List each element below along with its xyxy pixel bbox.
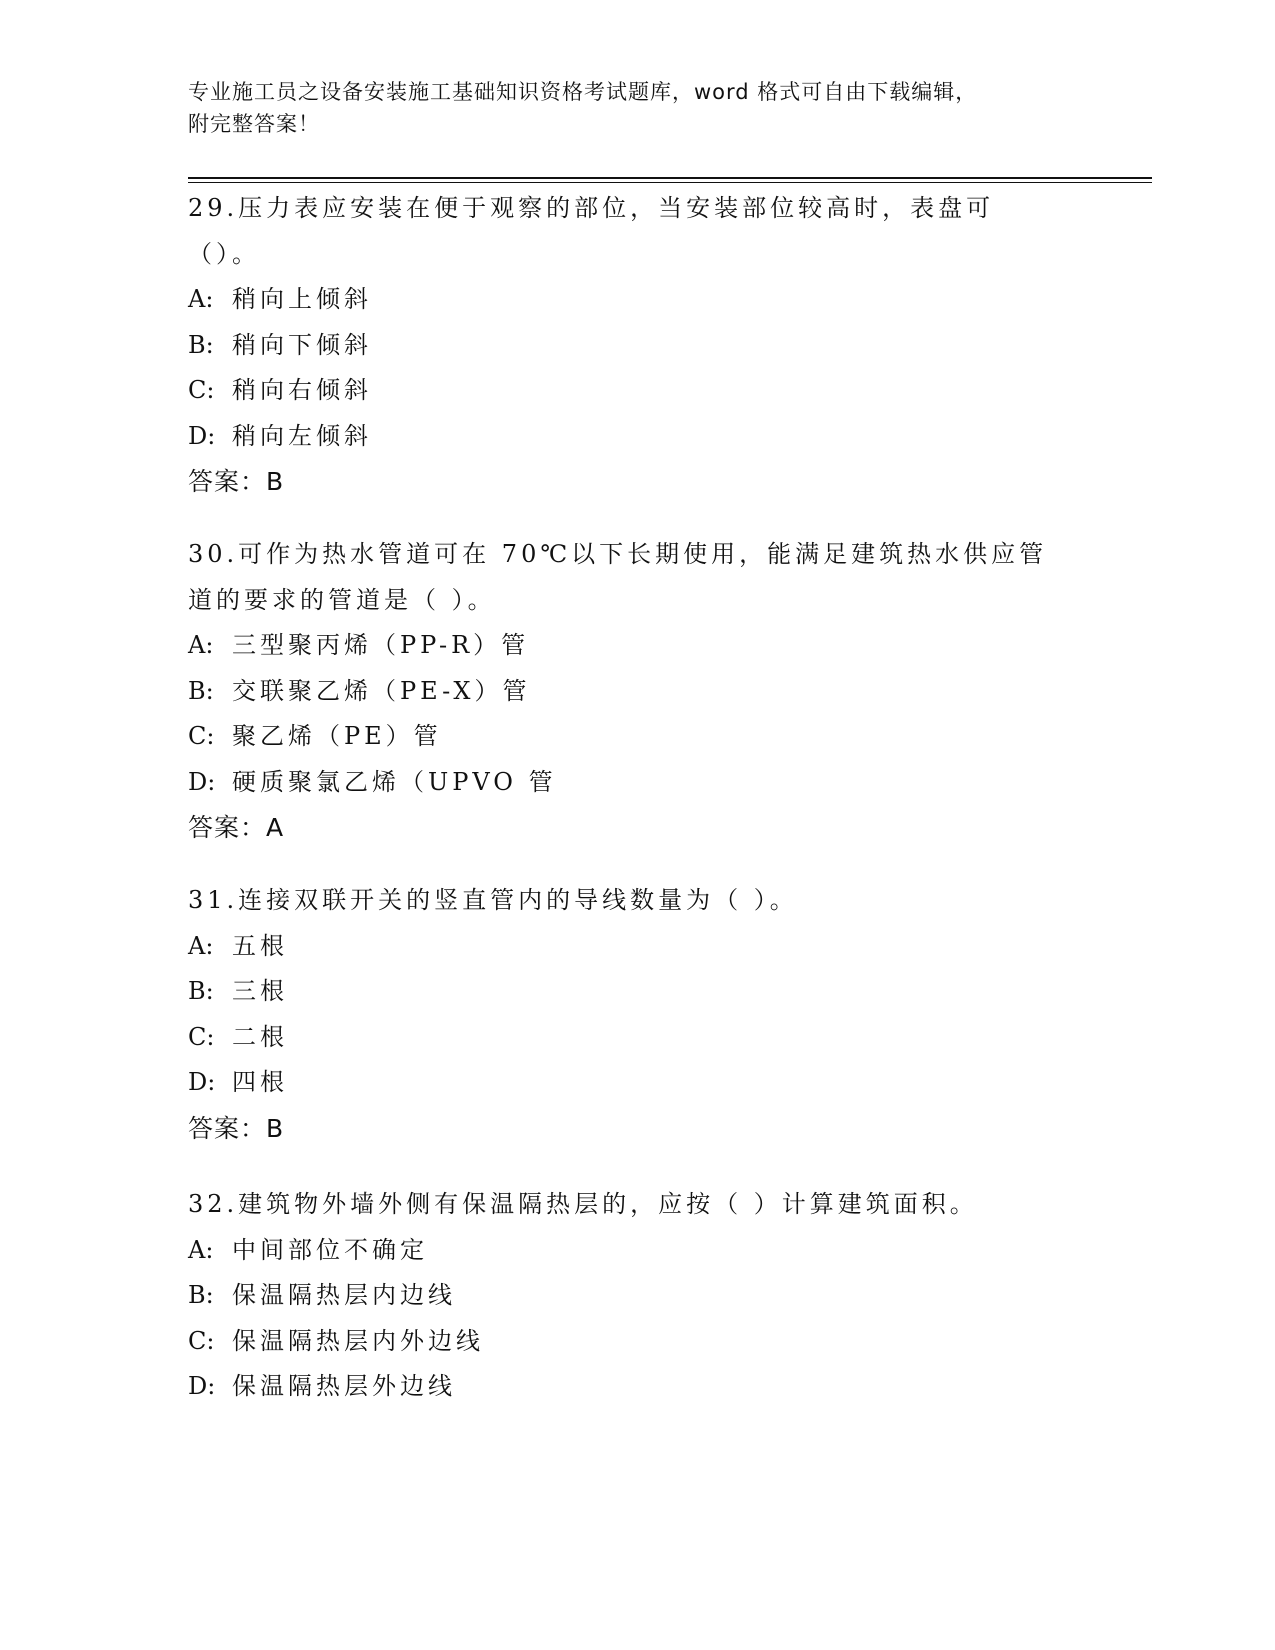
option-text: 中间部位不确定 [232,1235,428,1264]
option-b [188,669,1108,715]
question-text: 30.可作为热水管道可在 70℃以下长期使用，能满足建筑热水供应管道的要求的管道是（ ）。 [188,540,1048,614]
option-text: 稍向下倾斜 [232,330,372,359]
option-d [188,414,1108,460]
option-letter: D: [188,1068,216,1096]
option-letter: B: [188,330,214,359]
option-letter: C: [188,376,215,404]
question-29 [188,186,1108,505]
option-text: 硬质聚氯乙烯（UPVO 管 [232,767,557,796]
option-text: 三型聚丙烯（PP-R）管 [232,631,530,659]
question-text: 31.连接双联开关的竖直管内的导线数量为（ ）。 [188,886,798,914]
option-text: 四根 [232,1068,288,1096]
option-d [188,760,1108,806]
option-text: 交联聚乙烯（PE-X）管 [232,676,531,705]
answer-label: 答案：A [188,813,285,842]
option-d [188,1060,1108,1106]
option-letter: C: [188,1326,215,1355]
document-header [188,76,1068,140]
header-divider-thin [188,182,1152,183]
option-text: 五根 [232,931,288,960]
option-c [188,368,1108,414]
option-a [188,277,1108,323]
option-letter: D: [188,767,216,796]
option-b [188,969,1108,1015]
option-letter: D: [188,421,216,450]
answer-label: 答案：B [188,467,285,496]
option-d [188,1364,1108,1410]
header-line-1: 专业施工员之设备安装施工基础知识资格考试题库，word 格式可自由下载编辑， [188,80,978,104]
header-divider-thick [188,177,1152,179]
answer-label: 答案：B [188,1113,285,1143]
option-text: 稍向右倾斜 [232,376,372,404]
option-letter: D: [188,1372,216,1400]
option-letter: A: [188,1235,214,1264]
option-c [188,1319,1108,1365]
option-letter: B: [188,977,214,1005]
question-31 [188,878,1108,1151]
option-letter: A: [188,631,214,659]
option-c [188,714,1108,760]
option-letter: B: [188,676,214,705]
option-text: 稍向左倾斜 [232,421,372,450]
option-b [188,323,1108,369]
option-a [188,924,1108,970]
option-letter: C: [188,722,215,750]
option-letter: C: [188,1022,215,1051]
option-text: 三根 [232,977,288,1005]
option-letter: B: [188,1281,214,1309]
option-c [188,1015,1108,1061]
question-32 [188,1182,1108,1410]
header-line-2: 附完整答案！ [188,112,320,136]
question-text: 32.建筑物外墙外侧有保温隔热层的，应按（ ）计算建筑面积。 [188,1190,978,1218]
option-text: 稍向上倾斜 [232,285,372,313]
option-text: 保温隔热层内外边线 [232,1326,484,1355]
option-text: 聚乙烯（PE）管 [232,722,442,750]
option-b [188,1273,1108,1319]
option-text: 保温隔热层外边线 [232,1372,456,1400]
option-a [188,1228,1108,1274]
question-30 [188,532,1108,851]
option-a [188,623,1108,669]
question-text: 29.压力表应安装在便于观察的部位，当安装部位较高时，表盘可（）。 [188,194,995,268]
option-letter: A: [188,285,214,313]
option-text: 保温隔热层内边线 [232,1281,456,1309]
option-text: 二根 [232,1022,288,1051]
option-letter: A: [188,931,214,960]
